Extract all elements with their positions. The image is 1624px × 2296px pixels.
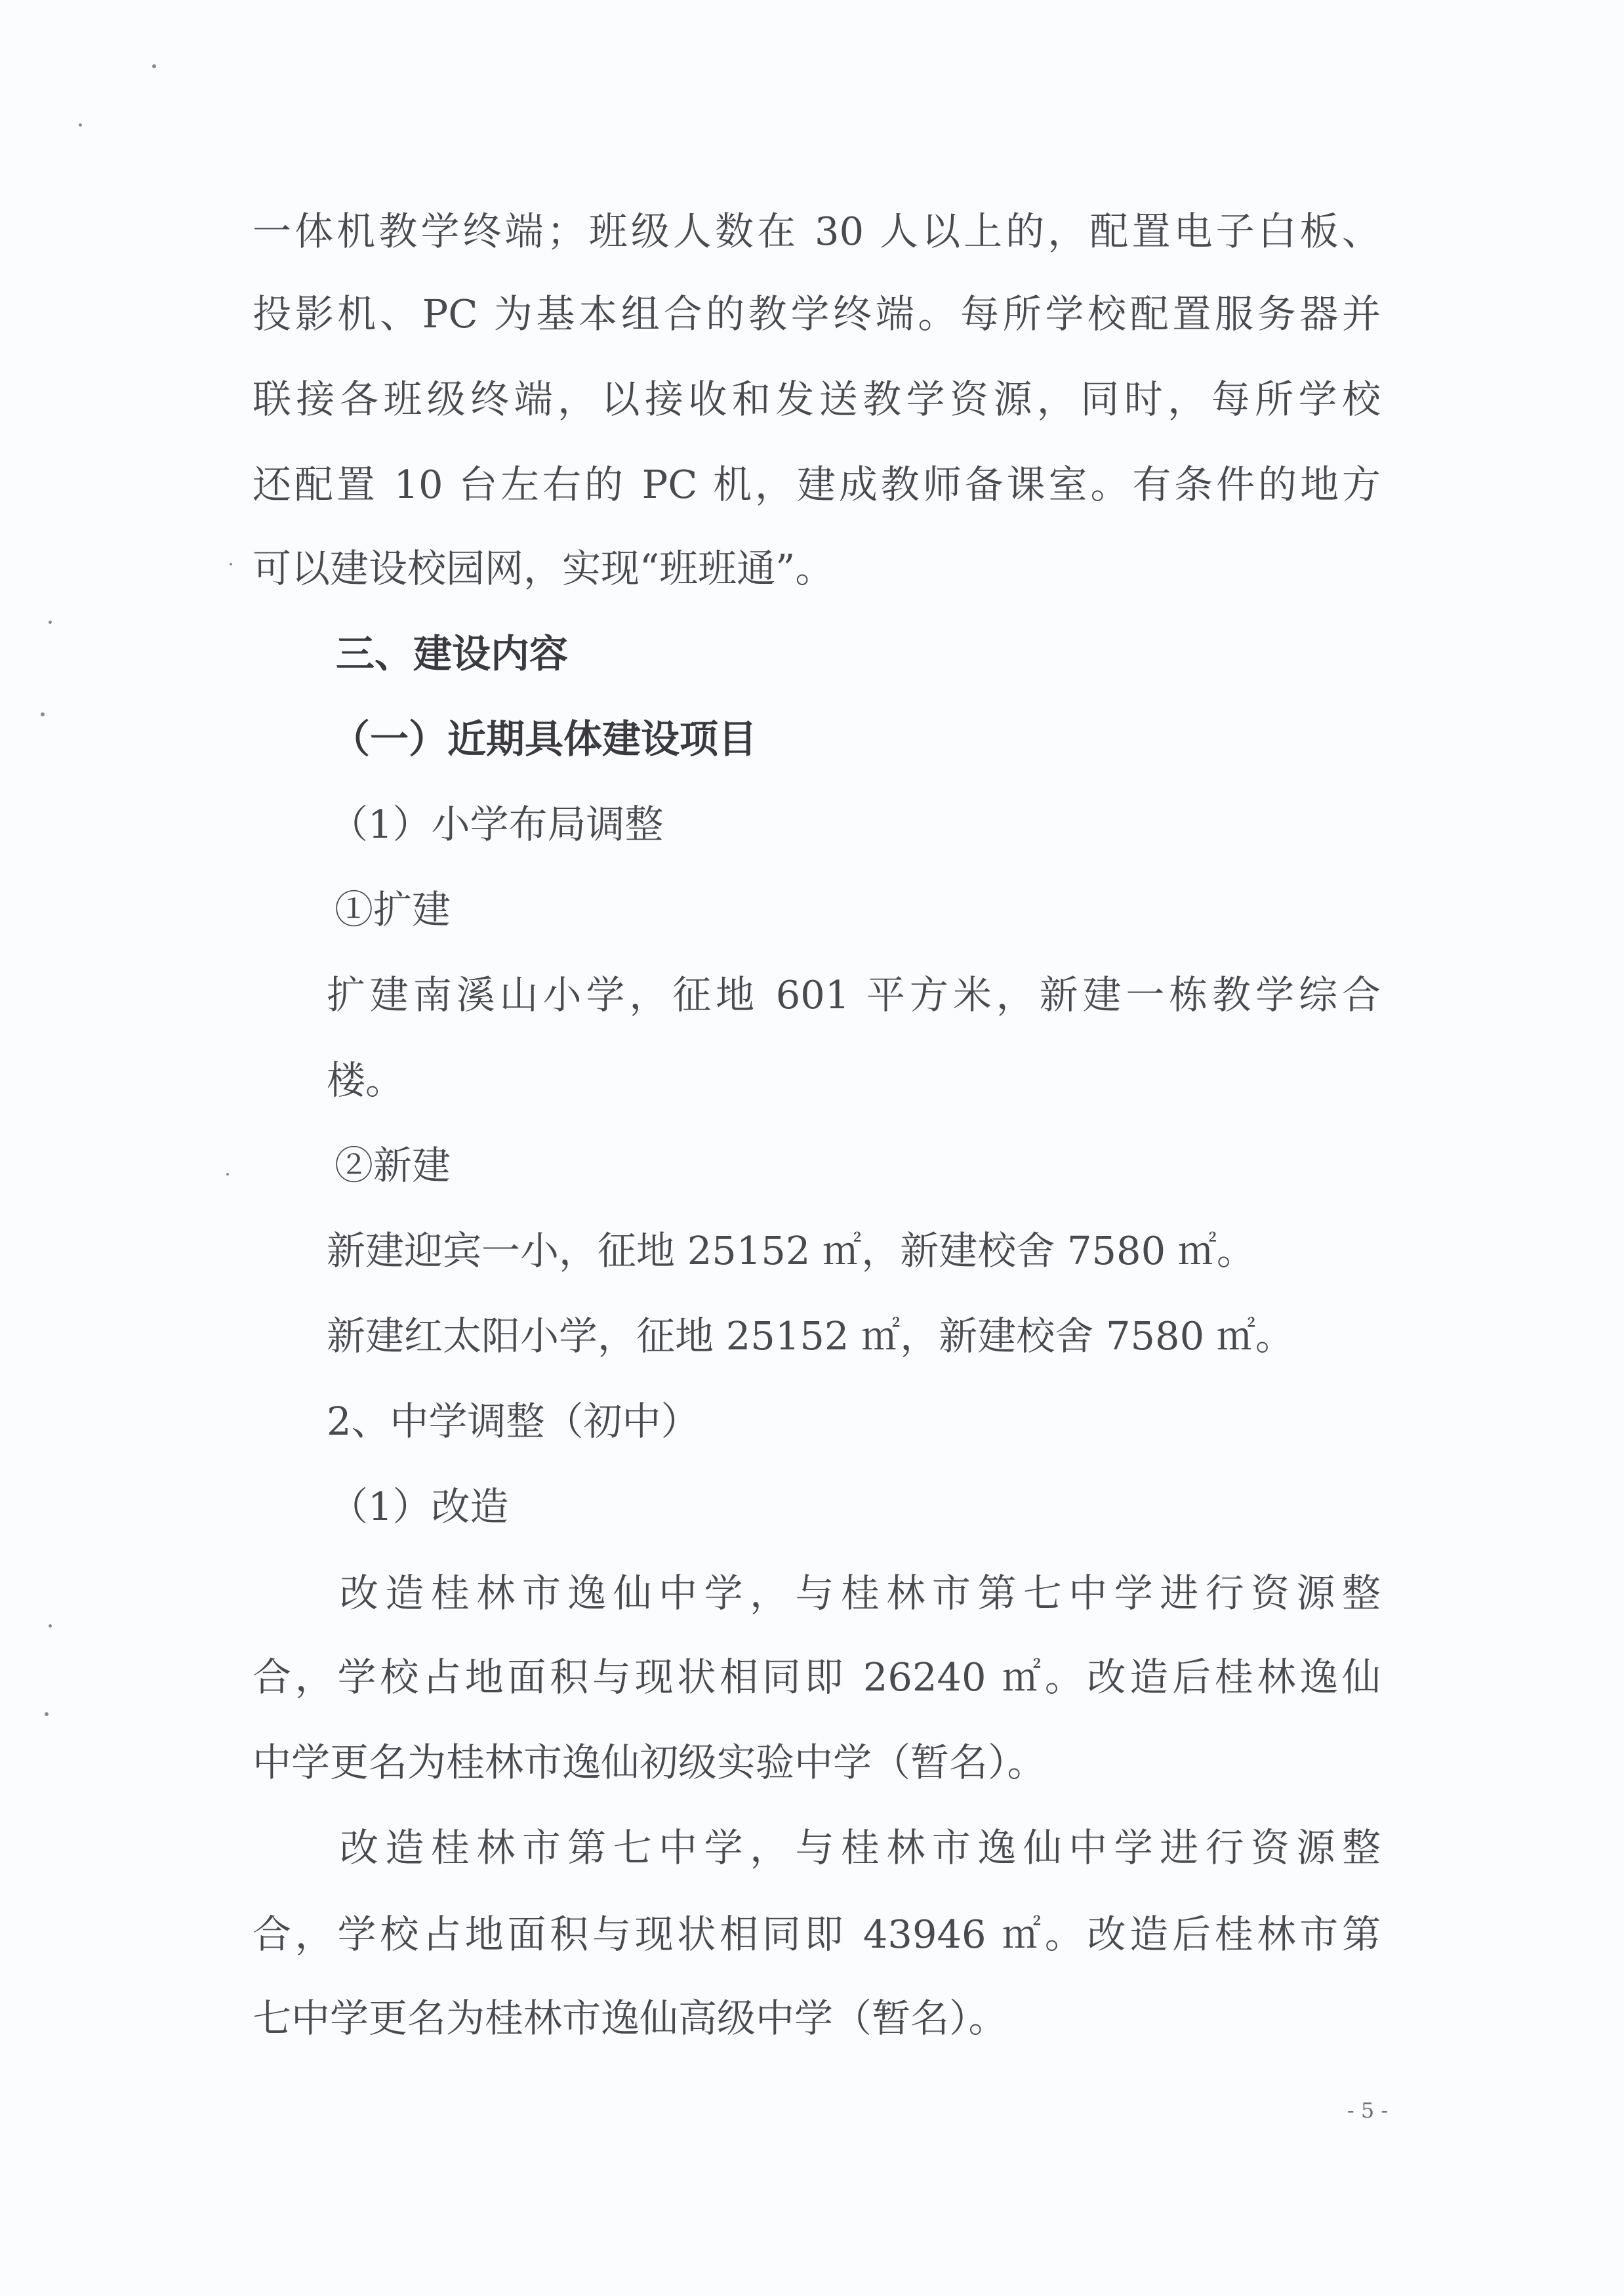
scan-speck [49,621,52,624]
section-heading: 三、建设内容 [336,631,569,676]
scan-speck [79,123,82,127]
item-heading: ①扩建 [335,887,451,932]
paragraph-line: 中学更名为桂林市逸仙初级实验中学（暂名）。 [253,1740,1046,1785]
subsection-heading: （一）近期具体建设项目 [331,716,758,762]
paragraph-line: 可以建设校园网，实现“班班通”。 [253,546,834,591]
scan-speck [49,1624,52,1628]
paragraph-line: 改造桂林市第七中学，与桂林市逸仙中学进行资源整 [340,1825,1381,1870]
paragraph-line: 投影机、PC 为基本组合的教学终端。每所学校配置服务器并 [253,291,1381,337]
paragraph-line: 合，学校占地面积与现状相同即 26240 ㎡。改造后桂林逸仙 [253,1654,1381,1700]
item-heading: （1）改造 [329,1484,509,1529]
page-number: - 5 - [1347,2098,1389,2123]
scan-speck [41,712,45,716]
paragraph-line: 楼。 [327,1057,405,1103]
scan-speck [226,1173,229,1176]
item-heading: ②新建 [335,1143,451,1188]
paragraph-line: 合，学校占地面积与现状相同即 43946 ㎡。改造后桂林市第 [253,1912,1381,1957]
paragraph-line: 扩建南溪山小学，征地 601 平方米，新建一栋教学综合 [327,972,1381,1017]
item-heading: 2、中学调整（初中） [327,1399,700,1444]
paragraph-line: 新建红太阳小学，征地 25152 ㎡，新建校舍 7580 ㎡。 [327,1313,1294,1359]
scan-speck [230,563,232,565]
paragraph-line: 联接各班级终端，以接收和发送教学资源，同时，每所学校 [253,377,1381,422]
paragraph-line: 一体机教学终端；班级人数在 30 人以上的，配置电子白板、 [253,209,1381,254]
paragraph-line: 改造桂林市逸仙中学，与桂林市第七中学进行资源整 [340,1570,1381,1616]
paragraph-line: 还配置 10 台左右的 PC 机，建成教师备课室。有条件的地方 [253,462,1381,507]
paragraph-line: 新建迎宾一小，征地 25152 ㎡，新建校舍 7580 ㎡。 [327,1228,1255,1273]
paragraph-line: 七中学更名为桂林市逸仙高级中学（暂名）。 [253,1996,1007,2041]
item-heading: （1）小学布局调整 [329,802,664,847]
scan-speck [45,1712,49,1716]
scan-speck [152,64,156,68]
